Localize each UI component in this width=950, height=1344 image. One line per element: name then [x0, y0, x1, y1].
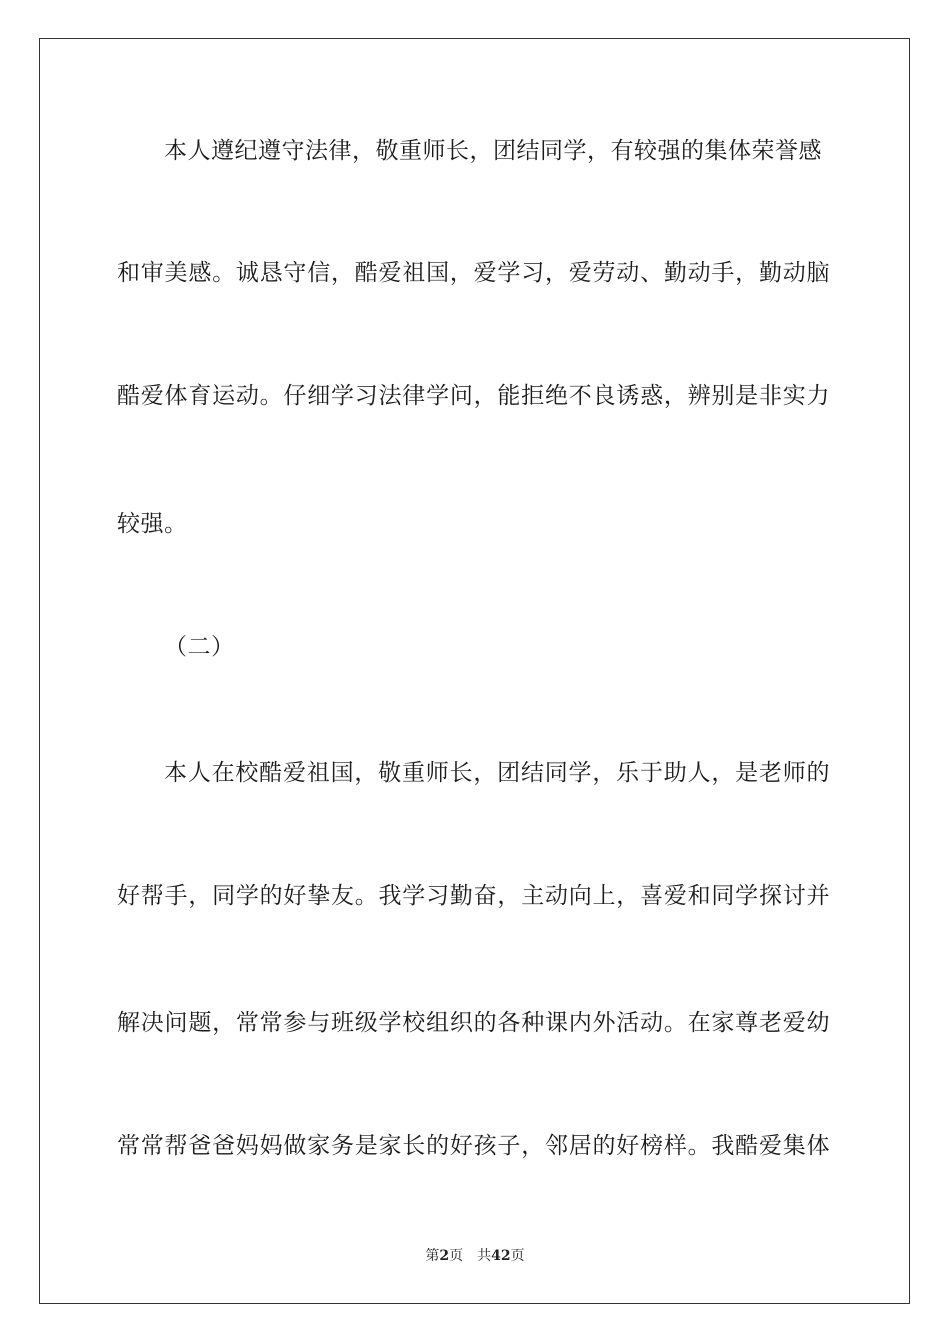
paragraph-1-line-4: 较强。	[117, 511, 188, 537]
total-suffix: 页	[510, 1248, 525, 1264]
paragraph-2-line-4: 常常帮爸爸妈妈做家务是家长的好孩子，邻居的好榜样。我酷爱集体	[117, 1133, 830, 1159]
paragraph-1-line-2: 和审美感。诚恳守信，酷爱祖国，爱学习，爱劳动、勤动手，勤动脑	[117, 260, 830, 286]
paragraph-1-line-1: 本人遵纪遵守法律，敬重师长，团结同学，有较强的集体荣誉感	[164, 138, 822, 164]
section-heading: （二）	[164, 634, 235, 660]
page-suffix: 页	[449, 1248, 464, 1264]
paragraph-2-line-2: 好帮手，同学的好挚友。我学习勤奋，主动向上，喜爱和同学探讨并	[117, 883, 830, 909]
total-prefix: 共	[477, 1248, 492, 1264]
paragraph-2-line-1: 本人在校酷爱祖国，敬重师长，团结同学，乐于助人，是老师的	[164, 760, 830, 786]
paragraph-2-line-3: 解决问题，常常参与班级学校组织的各种课内外活动。在家尊老爱幼	[117, 1010, 830, 1036]
page-border	[39, 38, 910, 1304]
paragraph-1-line-3: 酷爱体育运动。仔细学习法律学问，能拒绝不良诱惑，辨别是非实力	[117, 383, 830, 409]
page-footer	[0, 1247, 950, 1265]
page-prefix: 第	[425, 1248, 440, 1264]
page-number: 2	[439, 1248, 450, 1264]
total-pages: 42	[491, 1248, 511, 1264]
